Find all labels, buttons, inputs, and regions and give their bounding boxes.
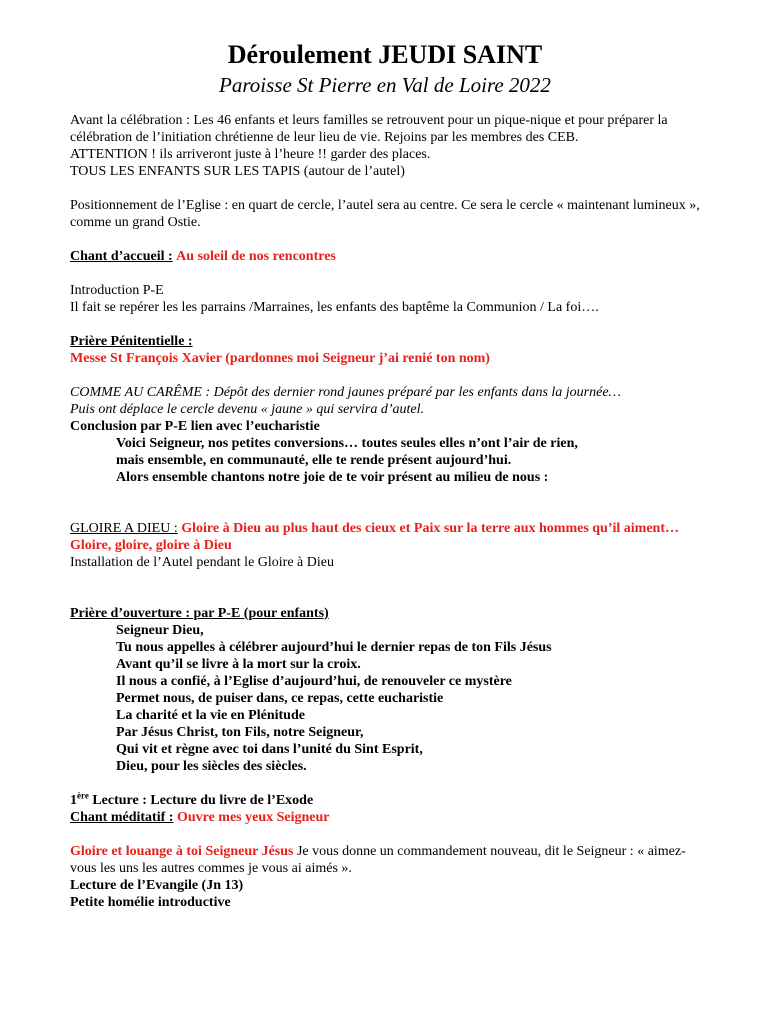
conclusion-heading: Conclusion par P-E lien avec l’eucharistie bbox=[70, 419, 320, 434]
chant-accueil bbox=[70, 248, 700, 265]
conclusion-verse: Voici Seigneur, nos petites conversions… toutes seules elles n’ont l’air de rien, bbox=[116, 436, 578, 451]
careme-line: COMME AU CARÊME : Dépôt des dernier rond jaunes préparé par les enfants dans la journée… bbox=[70, 385, 621, 400]
priere-line: Tu nous appelles à célébrer aujourd’hui le dernier repas de ton Fils Jésus bbox=[116, 640, 552, 655]
chant-meditatif bbox=[70, 809, 700, 826]
intro-section bbox=[70, 112, 700, 180]
introduction-heading: Introduction P-E bbox=[70, 283, 164, 298]
intro-line: Avant la célébration : Les 46 enfants et leurs familles se retrouvent pour un pique-nique et pour préparer la célébration de l’initiation chrétienne de leur lieu de vie. Rejoins par les membres des CEB. bbox=[70, 113, 668, 145]
lecture-1-text: Lecture : Lecture du livre de l’Exode bbox=[88, 793, 314, 808]
priere-line: Avant qu’il se livre à la mort sur la croix. bbox=[116, 657, 361, 672]
page-subtitle: Paroisse St Pierre en Val de Loire 2022 bbox=[219, 73, 551, 97]
introduction-text: Il fait se repérer les les parrains /Marraines, les enfants des baptême la Communion / La foi…. bbox=[70, 300, 599, 315]
priere-line: Permet nous, de puiser dans, ce repas, cette eucharistie bbox=[116, 691, 444, 706]
priere-line: Par Jésus Christ, ton Fils, notre Seigneur, bbox=[116, 725, 364, 740]
priere-line: Seigneur Dieu, bbox=[116, 623, 204, 638]
positioning-text: Positionnement de l’Eglise : en quart de cercle, l’autel sera au centre. Ce sera le cercle « maintenant lumineux », comme un grand Ostie. bbox=[70, 198, 700, 230]
gloire-label: GLOIRE A DIEU : bbox=[70, 521, 178, 536]
homelie-heading: Petite homélie introductive bbox=[70, 895, 231, 910]
acclamation bbox=[70, 843, 700, 877]
careme-line-2: Puis ont déplace le cercle devenu « jaune » qui servira d’autel. bbox=[70, 402, 425, 417]
priere-line: La charité et la vie en Plénitude bbox=[116, 708, 305, 723]
priere-penitentielle-title: Messe St François Xavier (pardonnes moi Seigneur j’ai renié ton nom) bbox=[70, 351, 490, 366]
priere-penitentielle-label: Prière Pénitentielle : bbox=[70, 334, 193, 349]
conclusion-verse: Alors ensemble chantons notre joie de te voir présent au milieu de nous : bbox=[116, 470, 549, 485]
priere-line: Il nous a confié, à l’Eglise d’aujourd’hui, de renouveler ce mystère bbox=[116, 674, 512, 689]
priere-line: Qui vit et règne avec toi dans l’unité du Sint Esprit, bbox=[116, 742, 423, 757]
priere-line: Dieu, pour les siècles des siècles. bbox=[116, 759, 307, 774]
gloire-note: Installation de l’Autel pendant le Gloire à Dieu bbox=[70, 555, 334, 570]
acclamation-title: Gloire et louange à toi Seigneur Jésus bbox=[70, 844, 294, 859]
page-title: Déroulement JEUDI SAINT bbox=[227, 40, 543, 69]
acclamation-text: Je vous donne un commandement nouveau, dit le Seigneur : « aimez-vous les uns les autres commes je vous ai aimés ». bbox=[70, 844, 686, 876]
lecture-1 bbox=[70, 792, 700, 809]
document-page bbox=[70, 38, 700, 911]
conclusion-verse: mais ensemble, en communauté, elle te rende présent aujourd’hui. bbox=[116, 453, 512, 468]
chant-meditatif-title: Ouvre mes yeux Seigneur bbox=[176, 810, 330, 825]
chant-meditatif-label: Chant méditatif : bbox=[70, 810, 174, 825]
evangile-heading: Lecture de l’Evangile (Jn 13) bbox=[70, 878, 244, 893]
chant-accueil-label: Chant d’accueil : bbox=[70, 249, 173, 264]
gloire-section bbox=[70, 520, 700, 554]
intro-attention: ATTENTION ! ils arriveront juste à l’heure !! garder des places. bbox=[70, 147, 431, 162]
lecture-1-number: 1 bbox=[70, 793, 77, 808]
chant-accueil-title: Au soleil de nos rencontres bbox=[176, 249, 336, 264]
priere-ouverture-label: Prière d’ouverture : par P-E (pour enfants) bbox=[70, 606, 329, 621]
intro-children: TOUS LES ENFANTS SUR LES TAPIS (autour de l’autel) bbox=[70, 164, 405, 179]
gloire-text: Gloire à Dieu au plus haut des cieux et Paix sur la terre aux hommes qu’il aiment… Gloire, gloire, gloire à Dieu bbox=[70, 521, 679, 553]
lecture-1-sup: ère bbox=[77, 790, 89, 801]
